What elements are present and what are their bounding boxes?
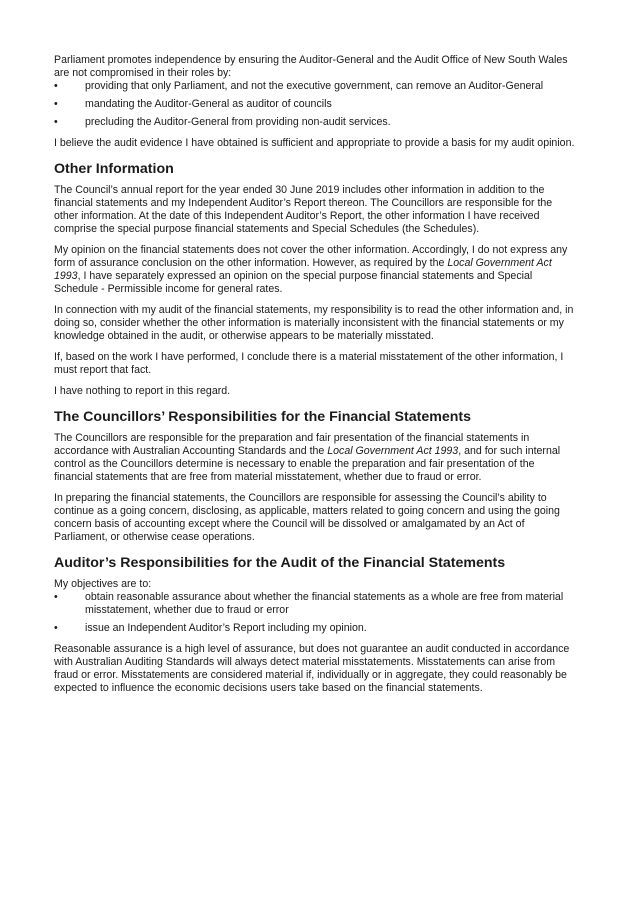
bullet-marker: • <box>54 98 58 110</box>
bullet-text: issue an Independent Auditor’s Report including my opinion. <box>85 622 367 634</box>
objectives-bullet-list <box>54 591 576 635</box>
bullet-text: precluding the Auditor-General from providing non-audit services. <box>85 116 391 128</box>
bullet-item <box>54 98 576 111</box>
other-info-paragraph-5: I have nothing to report in this regard. <box>54 385 231 397</box>
text-run: , and for such internal control as the Councillors determine is necessary to enable the preparation and fair presentation of the financial statements that are free from material misstatement, whether due to fraud or error. <box>54 445 561 483</box>
independence-bullet-list <box>54 80 576 129</box>
act-title-italic: Local Government Act 1993 <box>54 257 552 282</box>
councillors-paragraph-2: In preparing the financial statements, the Councillors are responsible for assessing the Council’s ability to continue as a going concern, disclosing, as applicable, matters related to going concern and using the going concern basis of accounting except where the Council will be dissolved or amalgamated by an Act of Parliament, or otherwise cease operations. <box>54 492 560 543</box>
text-run: The Councillors are responsible for the preparation and fair presentation of the financial statements in accordance with Australian Accounting Standards and the <box>54 432 530 457</box>
bullet-item <box>54 80 576 93</box>
section-heading-councillors-responsibilities: The Councillors’ Responsibilities for the Financial Statements <box>54 409 472 425</box>
document-page <box>54 54 576 695</box>
bullet-marker: • <box>54 80 58 92</box>
act-title-italic: Local Government Act 1993 <box>327 445 459 457</box>
objectives-paragraph: My objectives are to: <box>54 578 152 590</box>
reasonable-assurance-paragraph: Reasonable assurance is a high level of assurance, but does not guarantee an audit conducted in accordance with Australian Auditing Standards will always detect material misstatements. Misstatements can arise from fraud or error. Misstatements are considered material if, individually or in aggregate, they could reasonably be expected to influence the economic decisions users take based on the financial statements. <box>54 643 570 694</box>
other-info-paragraph-4: If, based on the work I have performed, I conclude there is a material misstatement of the other information, I must report that fact. <box>54 351 564 376</box>
bullet-item <box>54 591 576 617</box>
bullet-marker: • <box>54 116 58 128</box>
other-info-paragraph-2 <box>54 244 576 296</box>
bullet-text: providing that only Parliament, and not the executive government, can remove an Auditor-General <box>85 80 544 92</box>
bullet-item <box>54 622 576 635</box>
section-heading-other-information: Other Information <box>54 161 174 177</box>
intro-paragraph: Parliament promotes independence by ensuring the Auditor-General and the Audit Office of New South Wales are not compromised in their roles by: <box>54 54 568 79</box>
text-run: , I have separately expressed an opinion on the special purpose financial statements and Special Schedule - Permissible income for general rates. <box>54 270 533 295</box>
bullet-item <box>54 116 576 129</box>
audit-evidence-paragraph: I believe the audit evidence I have obtained is sufficient and appropriate to provide a basis for my audit opinion. <box>54 137 575 149</box>
councillors-paragraph-1 <box>54 432 576 484</box>
section-heading-auditor-responsibilities: Auditor’s Responsibilities for the Audit of the Financial Statements <box>54 555 506 571</box>
other-info-paragraph-1: The Council’s annual report for the year ended 30 June 2019 includes other information in addition to the financial statements and my Independent Auditor’s Report thereon. The Councillors are responsible for the other information. At the date of this Independent Auditor’s Report, the other information I have received comprise the special purpose financial statements and Special Schedules (the Schedules). <box>54 184 553 235</box>
other-info-paragraph-3: In connection with my audit of the financial statements, my responsibility is to read the other information and, in doing so, consider whether the other information is materially inconsistent with the financial statements or my knowledge obtained in the audit, or otherwise appears to be materially misstated. <box>54 304 574 342</box>
bullet-text: obtain reasonable assurance about whether the financial statements as a whole are free from material misstatement, whether due to fraud or error <box>85 591 564 616</box>
bullet-marker: • <box>54 591 58 603</box>
bullet-marker: • <box>54 622 58 634</box>
text-run: My opinion on the financial statements does not cover the other information. Accordingly, I do not express any form of assurance conclusion on the other information. However, as required by the <box>54 244 568 269</box>
bullet-text: mandating the Auditor-General as auditor of councils <box>85 98 332 110</box>
